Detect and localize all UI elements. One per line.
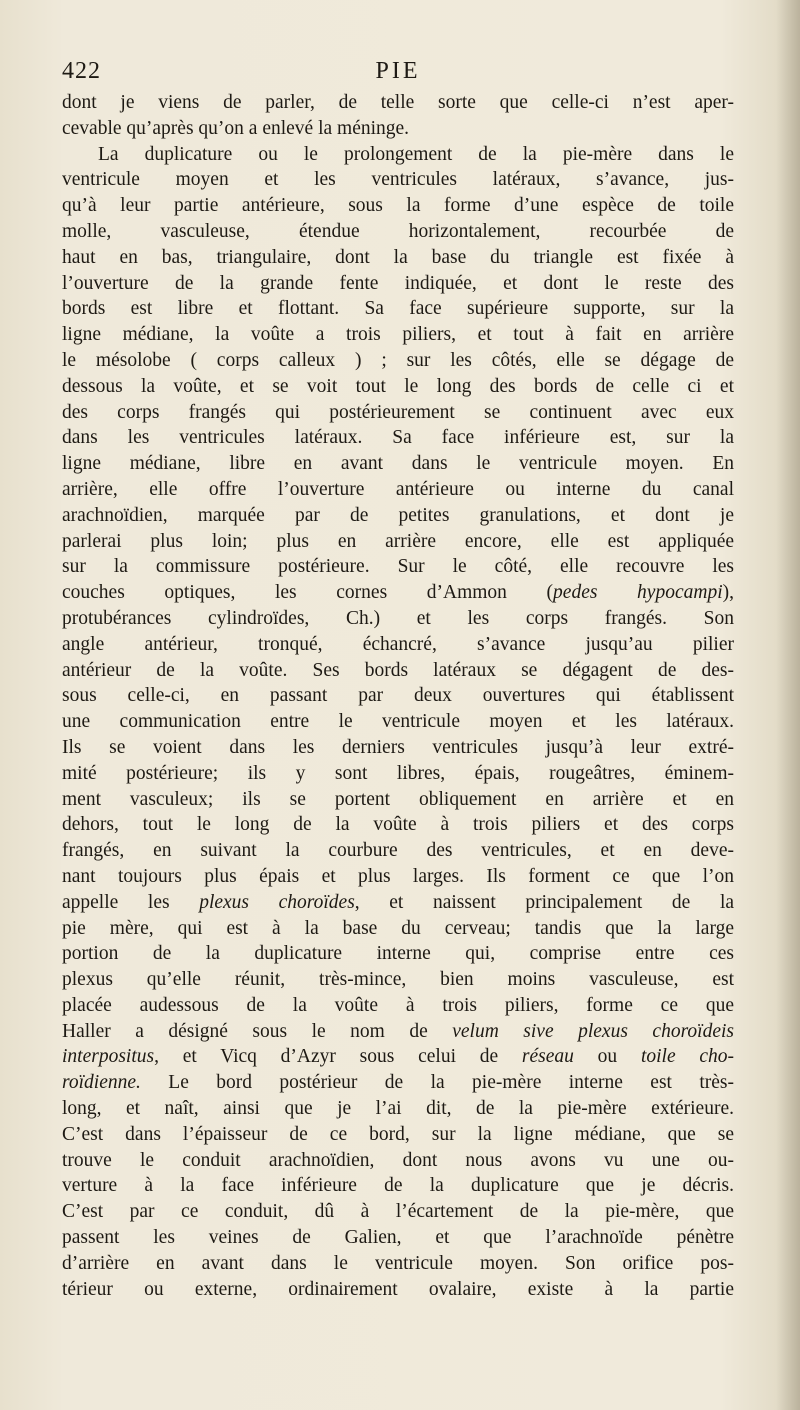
text-line: portion de la duplicature interne qui, comprise entre ces — [62, 943, 734, 965]
text-line: térieur ou externe, ordinairement ovalaire, existe à la partie — [62, 1278, 734, 1300]
text-line: des corps frangés qui postérieurement se continuent avec eux — [62, 401, 734, 423]
text-line: bords est libre et flottant. Sa face supérieure supporte, sur la — [62, 298, 734, 320]
running-head: PIE — [375, 58, 421, 84]
text-line: pie mère, qui est à la base du cerveau; tandis que la large — [62, 917, 734, 939]
text-line: ment vasculeux; ils se portent obliquement en arrière et en — [62, 788, 734, 810]
text-line — [62, 890, 734, 916]
text-line: sur la commissure postérieure. Sur le côté, elle recouvre les — [62, 556, 734, 578]
text-line: passent les veines de Galien, et que l’arachnoïde pénètre — [62, 1227, 734, 1249]
text-line: C’est par ce conduit, dû à l’écartement de la pie-mère, que — [62, 1201, 734, 1223]
text-line: Ils se voient dans les derniers ventricules jusqu’à leur extré- — [62, 736, 734, 758]
text-line: nant toujours plus épais et plus larges. Ils forment ce que l’on — [62, 865, 734, 887]
text-span: , et Vicq d’Azyr sous celui de — [154, 1046, 499, 1068]
text-line: C’est dans l’épaisseur de ce bord, sur la ligne médiane, que se — [62, 1123, 734, 1145]
text-line: molle, vasculeuse, étendue horizontalement, recourbée de — [62, 220, 734, 242]
page-header — [62, 58, 734, 92]
italic-term: plexus choroïdes — [199, 891, 355, 913]
italic-term: toile cho- — [640, 1046, 735, 1068]
text-span: appelle les — [62, 891, 170, 913]
text-line: cevable qu’après qu’on a enlevé la méninge. — [62, 117, 410, 139]
text-line: dont je viens de parler, de telle sorte que celle-ci n’est aper- — [62, 92, 734, 113]
text-line: parlerai plus loin; plus en arrière encore, elle est appliquée — [62, 530, 734, 552]
text-line: arrière, elle offre l’ouverture antérieure ou interne du canal — [62, 478, 734, 500]
text-line: verture à la face inférieure de la duplicature que je décris. — [62, 1175, 734, 1197]
text-line: l’ouverture de la grande fente indiquée, et dont le reste des — [62, 272, 734, 294]
italic-term: interpositus — [62, 1046, 155, 1068]
text-line: protubérances cylindroïdes, Ch.) et les corps frangés. Son — [62, 607, 734, 629]
italic-term: réseau — [521, 1046, 574, 1068]
text-line: sous celle-ci, en passant par deux ouvertures qui établissent — [62, 685, 734, 707]
paragraph-start-line: La duplicature ou le prolongement de la pie-mère dans le — [98, 143, 734, 165]
italic-term: roïdienne. — [62, 1072, 141, 1094]
text-line: d’arrière en avant dans le ventricule moyen. Son orifice pos- — [62, 1252, 734, 1274]
text-line — [62, 1070, 734, 1096]
italic-term: velum sive plexus choroïdeis — [452, 1020, 735, 1042]
text-span: ou — [573, 1046, 618, 1068]
text-line: plexus qu’elle réunit, très-mince, bien moins vasculeuse, est — [62, 969, 734, 991]
text-line: haut en bas, triangulaire, dont la base du triangle est fixée à — [62, 246, 734, 268]
text-line — [62, 580, 734, 606]
text-span: Le bord postérieur de la pie-mère interne est très- — [140, 1072, 734, 1094]
text-span: ), — [722, 582, 734, 604]
text-line: dessous la voûte, et se voit tout le long des bords de celle ci et — [62, 375, 734, 397]
text-line — [62, 1019, 734, 1045]
text-line: dans les ventricules latéraux. Sa face inférieure est, sur la — [62, 427, 734, 449]
italic-term: pedes hypocampi — [553, 582, 723, 604]
text-line: le mésolobe ( corps calleux ) ; sur les côtés, elle se dégage de — [62, 349, 734, 371]
text-line: frangés, en suivant la courbure des ventricules, et en deve- — [62, 840, 734, 862]
text-line: dehors, tout le long de la voûte à trois piliers et des corps — [62, 814, 734, 836]
text-line: arachnoïdien, marquée par de petites granulations, et dont je — [62, 504, 734, 526]
page-number: 422 — [62, 58, 101, 84]
text-line: qu’à leur partie antérieure, sous la forme d’une espèce de toile — [62, 195, 734, 217]
text-line: antérieur de la voûte. Ses bords latéraux se dégagent de des- — [62, 659, 734, 681]
text-line: angle antérieur, tronqué, échancré, s’avance jusqu’au pilier — [62, 633, 734, 655]
binding-shadow — [776, 0, 800, 1410]
text-line: long, et naît, ainsi que je l’ai dit, de la pie-mère extérieure. — [62, 1098, 734, 1120]
text-span: , et naissent principalement de la — [354, 891, 735, 913]
text-span: Haller a désigné sous le nom de — [62, 1020, 428, 1042]
text-line — [62, 1044, 734, 1070]
text-line: placée audessous de la voûte à trois piliers, forme ce que — [62, 994, 734, 1016]
text-span: couches optiques, les cornes d’Ammon ( — [62, 582, 554, 604]
text-line: ligne médiane, libre en avant dans le ventricule moyen. En — [62, 453, 734, 475]
body-text — [62, 90, 734, 1302]
text-line: une communication entre le ventricule moyen et les latéraux. — [62, 711, 734, 733]
text-line: ligne médiane, la voûte a trois piliers, et tout à fait en arrière — [62, 324, 734, 346]
text-line: mité postérieure; ils y sont libres, épais, rougeâtres, éminem- — [62, 762, 734, 784]
text-line: trouve le conduit arachnoïdien, dont nous avons vu une ou- — [62, 1149, 734, 1171]
text-line: ventricule moyen et les ventricules latéraux, s’avance, jus- — [62, 169, 734, 191]
